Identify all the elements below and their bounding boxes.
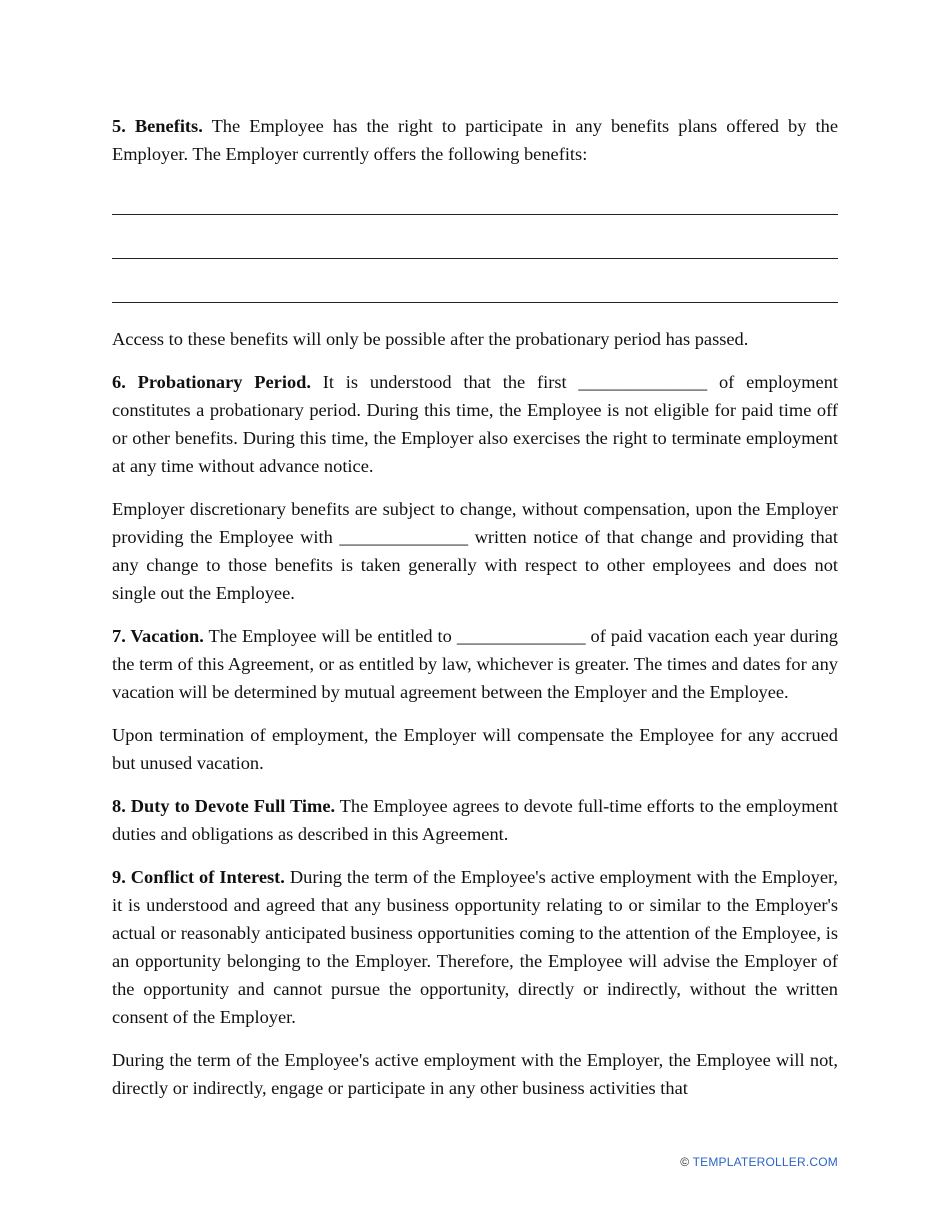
vacation-text-end: of paid vacation each year during the term of this Agreement, or as entitled by law, whichever is greater. The times and dates for any vacation will be determined by mutual agreement between the Employer and the Employee. xyxy=(112,626,838,702)
benefits-blank-line-2[interactable] xyxy=(112,258,838,259)
probation-text-end: of employment constitutes a probationary period. During this time, the Employee is not eligible for paid time off or other benefits. During this time, the Employer also exercises the right to terminate employment at any time without advance notice. xyxy=(112,372,838,476)
benefits-access-note: Access to these benefits will only be possible after the probationary period has passed. xyxy=(112,329,749,349)
vacation-paragraph xyxy=(112,622,838,706)
benefits-blank-line-1[interactable] xyxy=(112,214,838,215)
templateroller-link[interactable]: TEMPLATEROLLER.COM xyxy=(692,1155,838,1169)
full-time-heading: 8. Duty to Devote Full Time. xyxy=(112,796,336,816)
full-time-paragraph xyxy=(112,792,838,848)
copyright-symbol: © xyxy=(680,1155,693,1169)
document-page xyxy=(112,112,838,1117)
vacation-days-blank[interactable]: ______________ xyxy=(456,626,586,646)
benefits-blank-line-3[interactable] xyxy=(112,302,838,303)
vacation-heading: 7. Vacation. xyxy=(112,626,204,646)
full-time-text: The Employee agrees to devote full-time efforts to the employment duties and obligations as described in this Agreement. xyxy=(112,796,838,844)
discretionary-text-end: written notice of that change and providing that any change to those benefits is taken generally with respect to other employees and does not single out the Employee. xyxy=(112,527,838,603)
probation-text-start: It is understood that the first xyxy=(310,372,579,392)
discretionary-benefits-paragraph xyxy=(112,495,838,607)
vacation-termination-paragraph: Upon termination of employment, the Employer will compensate the Employee for any accrued but unused vacation. xyxy=(112,725,838,773)
vacation-text-start: The Employee will be entitled to xyxy=(203,626,457,646)
conflict-paragraph xyxy=(112,863,838,1031)
benefits-heading: 5. Benefits. xyxy=(112,116,203,136)
discretionary-text-start: Employer discretionary benefits are subject to change, without compensation, upon the Employer providing the Employee with xyxy=(112,499,838,547)
benefits-text: The Employee has the right to participate in any benefits plans offered by the Employer. The Employer currently offers the following benefits: xyxy=(112,116,838,164)
conflict-text: During the term of the Employee's active employment with the Employer, it is understood and agreed that any business opportunity relating to or similar to the Employer's actual or reasonably anticipated business opportunities coming to the attention of the Employee, is an opportunity belonging to the Employer. Therefore, the Employee will advise the Employer of the opportunity and cannot pursue the opportunity, directly or indirectly, without the written consent of the Employer. xyxy=(112,867,838,1027)
conflict-continuation-paragraph: During the term of the Employee's active employment with the Employer, the Employee will not, directly or indirectly, engage or participate in any other business activities that xyxy=(112,1050,838,1098)
footer-credit xyxy=(680,1155,838,1169)
conflict-heading: 9. Conflict of Interest. xyxy=(112,867,285,887)
probation-period-blank[interactable]: ______________ xyxy=(578,372,708,392)
notice-period-blank[interactable]: ______________ xyxy=(339,527,469,547)
probation-heading: 6. Probationary Period. xyxy=(112,372,311,392)
benefits-paragraph xyxy=(112,112,838,168)
probation-paragraph xyxy=(112,368,838,480)
